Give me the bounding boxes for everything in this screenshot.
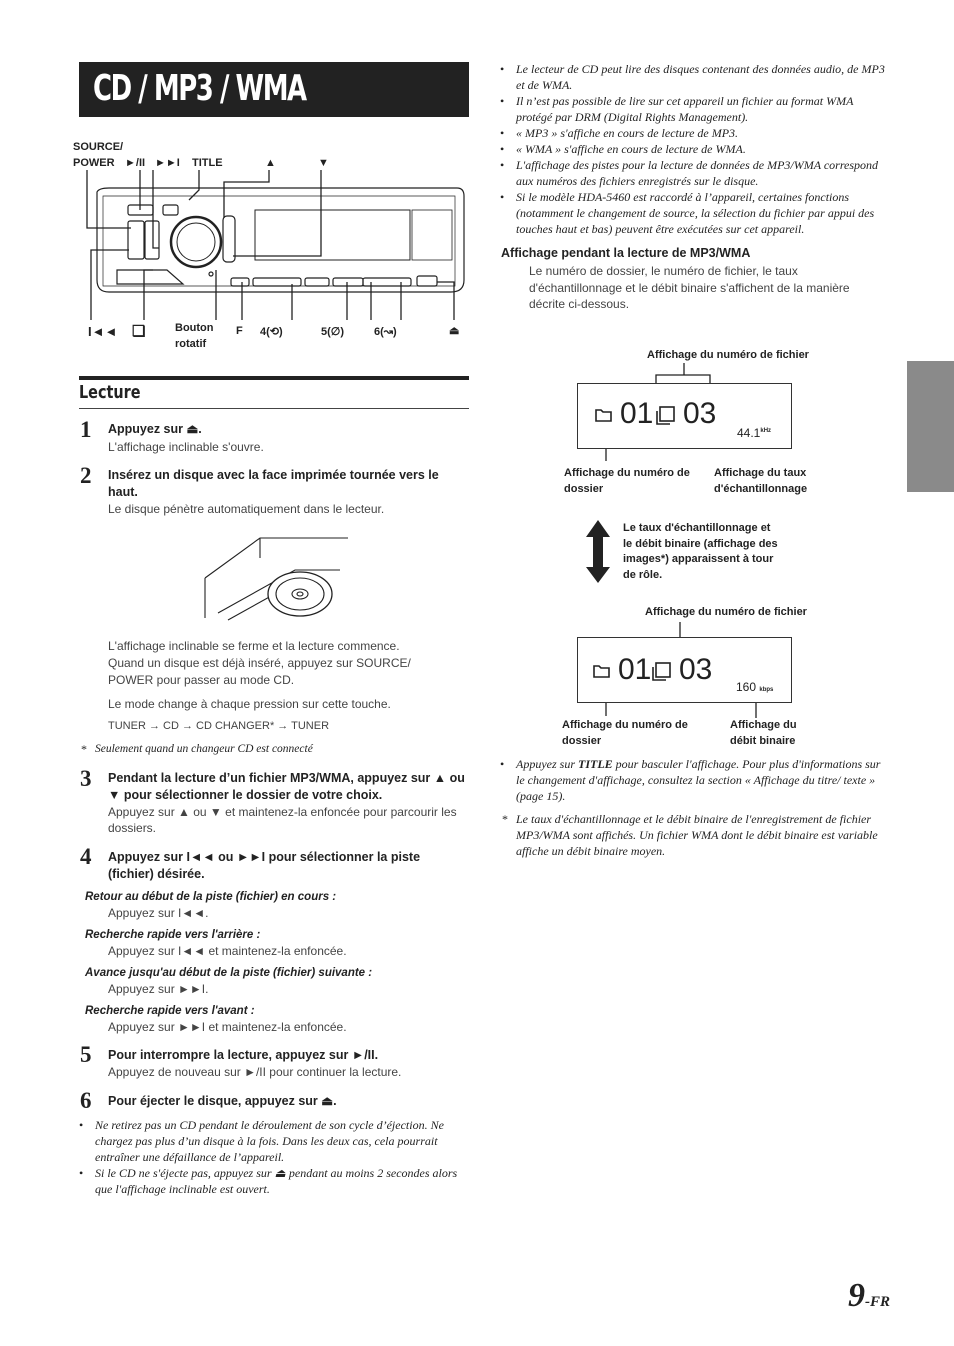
folder-icon (593, 663, 611, 679)
source-sequence: TUNER → CD → CD CHANGER* → TUNER (108, 720, 330, 732)
lcd2-file-number: 03 (679, 653, 713, 686)
step-heading: Pendant la lecture d’un fichier MP3/WMA, appuyez sur ▲ ou ▼ pour sélectionner le dossier de votre choix. (108, 771, 465, 802)
lcd2-rate-unit: kbps (759, 687, 774, 693)
step-heading: Appuyez sur I◄◄ ou ►►I pour sélectionner la piste (fichier) désirée. (108, 850, 421, 881)
eject-icon: ⏏ (449, 325, 460, 337)
lcd1-folder-label-1: Affichage du numéro de (564, 467, 690, 479)
lcd1-folder-number: 01 (620, 397, 654, 430)
step-heading: Pour interrompre la lecture, appuyez sur ►/II. (108, 1048, 379, 1062)
right-note: • « MP3 » s'affiche en cours de lecture de MP3. (500, 125, 892, 141)
arrow-caption-2: le débit binaire (affichage des (623, 538, 778, 550)
step-number: 3 (80, 766, 92, 791)
label-rotary-2: rotatif (175, 338, 207, 350)
lcd2-folder-label-2: dossier (562, 735, 602, 747)
lcd1-rate-value: 44.1 (737, 426, 761, 440)
step-text: Le disque pénètre automatiquement dans le lecteur. (108, 502, 385, 516)
label-next: ►►I (155, 157, 180, 169)
label-btn4: 4(⟲) (260, 326, 283, 338)
mode-change-text: Le mode change à chaque pression sur cette touche. (108, 697, 391, 711)
track-op-heading: Recherche rapide vers l'avant : (85, 1005, 255, 1017)
after-insert-line3: POWER pour passer au mode CD. (108, 673, 295, 687)
arrow-caption-4: de rôle. (623, 569, 663, 581)
lcd2-folder-number: 01 (618, 653, 652, 686)
footnote-mark: * (81, 742, 87, 756)
right-notes (500, 61, 892, 237)
title-note-item: • Appuyez sur TITLE pour basculer l'affichage. Pour plus d'informations sur le changement d'affichage, consultez la section « Affichage du titre/ texte » (page 15). (500, 756, 892, 804)
label-power: POWER (73, 157, 115, 169)
step-number: 2 (80, 463, 92, 488)
arrow-caption-1: Le taux d'échantillonnage et (623, 522, 771, 534)
display-heading: Affichage pendant la lecture de MP3/WMA (501, 246, 751, 260)
lcd2-rate (736, 680, 773, 694)
track-op-heading: Retour au début de la piste (fichier) en cours : (85, 891, 337, 903)
lcd2-rate-value: 160 (736, 680, 757, 694)
title-banner (79, 62, 469, 117)
folder-icon (595, 407, 613, 423)
lcd2-file-label: Affichage du numéro de fichier (645, 606, 807, 618)
eject-note: • Ne retirez pas un CD pendant le déroulement de son cycle d’éjection. Ne chargez pas plus d’un disque à la fois. Dans les deux cas, cela pourrait entraîner une défaillance de l’appareil. (79, 1117, 471, 1165)
track-op-text: Appuyez sur I◄◄ et maintenez-la enfoncée. (108, 944, 347, 958)
eject-notes (79, 1117, 471, 1197)
label-up: ▲ (265, 157, 276, 169)
step-number: 6 (80, 1088, 92, 1113)
lcd2-rate-label-1: Affichage du (730, 719, 797, 731)
lcd1-rate-label-1: Affichage du taux (714, 467, 807, 479)
track-op-heading: Recherche rapide vers l'arrière : (85, 929, 261, 941)
step-heading: Pour éjecter le disque, appuyez sur ⏏. (108, 1094, 337, 1108)
track-op-text: Appuyez sur ►►I. (108, 982, 209, 996)
label-play-pause: ►/II (125, 157, 146, 169)
track-op-text: Appuyez sur I◄◄. (108, 906, 209, 920)
star-mark: * (502, 812, 508, 826)
step-heading: Insérez un disque avec la face imprimée tournée vers le haut. (108, 468, 439, 499)
label-prev: I◄◄ (88, 324, 118, 339)
step-heading: Appuyez sur ⏏. (108, 422, 202, 436)
file-icon (655, 405, 677, 427)
step-number: 5 (80, 1042, 92, 1067)
section-rule-top (79, 376, 469, 380)
step-text: Appuyez de nouveau sur ►/II pour continuer la lecture. (108, 1065, 402, 1079)
section-title: Lecture (79, 382, 141, 403)
step-text: Appuyez sur ▲ ou ▼ et maintenez-la enfoncée pour parcourir les dossiers. (108, 805, 457, 835)
lcd2-rate-label-2: débit binaire (730, 735, 796, 747)
label-rotary-1: Bouton (175, 322, 214, 334)
label-f: F (236, 325, 243, 337)
arrow-caption-3: images*) apparaissent à tour (623, 553, 774, 565)
label-btn5: 5(∅) (321, 326, 345, 338)
step-number: 4 (80, 844, 92, 869)
eject-note: • Si le CD ne s'éjecte pas, appuyez sur ⏏ pendant au moins 2 secondes alors que l'affichage inclinable est ouvert. (79, 1165, 471, 1197)
head-unit-illustration (79, 170, 469, 320)
double-arrow-icon (585, 520, 611, 584)
display-desc-line1: Le numéro de dossier, le numéro de fichier, le taux (529, 264, 798, 278)
footnote-text: Seulement quand un changeur CD est connecté (95, 743, 313, 755)
after-insert-line1: L'affichage inclinable se ferme et la lecture commence. (108, 639, 400, 653)
lcd1-file-label: Affichage du numéro de fichier (647, 349, 809, 361)
title-note (500, 756, 892, 804)
track-op-text: Appuyez sur ►►I et maintenez-la enfoncée. (108, 1020, 347, 1034)
lcd1-rate (737, 426, 771, 440)
side-tab (907, 361, 954, 492)
right-note: • L'affichage des pistes pour la lecture de données de MP3/WMA correspond aux numéros des fichiers enregistrés sur le disque. (500, 157, 892, 189)
display-desc-line2: d'échantillonnage et le débit binaire s'affichent de la manière (529, 281, 850, 295)
lcd2-folder-label-1: Affichage du numéro de (562, 719, 688, 731)
label-btn6: 6(↝) (374, 326, 397, 338)
section-rule-bottom (79, 408, 469, 409)
label-title: TITLE (192, 157, 223, 169)
star-note: Le taux d'échantillonnage et le débit binaire de l'enregistrement de fichier MP3/WMA sont affichés. Un fichier WMA dont le débit binaire est variable affiche un débit binaire moyen. (516, 812, 878, 858)
right-note: • Il n’est pas possible de lire sur cet appareil un fichier au format WMA protégé par DRM (Digital Rights Management). (500, 93, 892, 125)
display-icon: ❏ (132, 323, 146, 340)
lcd1-rate-unit: kHz (760, 428, 772, 434)
right-note: • Le lecteur de CD peut lire des disques contenant des données audio, de MP3 et de WMA. (500, 61, 892, 93)
page-title: CD / MP3 / WMA (93, 68, 306, 109)
page-number: 9-FR (847, 1277, 890, 1314)
file-icon (651, 661, 673, 683)
disc-insert-illustration (200, 528, 350, 624)
after-insert-line2: Quand un disque est déjà inséré, appuyez sur SOURCE/ (108, 656, 411, 670)
step-number: 1 (80, 417, 92, 442)
lcd1-file-number: 03 (683, 397, 717, 430)
lcd1-folder-label-2: dossier (564, 483, 604, 495)
right-note: • « WMA » s'affiche en cours de lecture de WMA. (500, 141, 892, 157)
right-note: • Si le modèle HDA-5460 est raccordé à l’appareil, certaines fonctions (notamment le changement de source, la sélection du fichier par appui des touches haut et bas) peuvent être exécutées sur cet appareil. (500, 189, 892, 237)
step-text: L'affichage inclinable s'ouvre. (108, 440, 264, 454)
label-source: SOURCE/ (73, 141, 124, 153)
label-down: ▼ (318, 157, 329, 169)
lcd1-rate-label-2: d'échantillonnage (714, 483, 808, 495)
display-desc-line3: décrite ci-dessous. (529, 297, 630, 311)
track-op-heading: Avance jusqu'au début de la piste (fichier) suivante : (85, 967, 373, 979)
